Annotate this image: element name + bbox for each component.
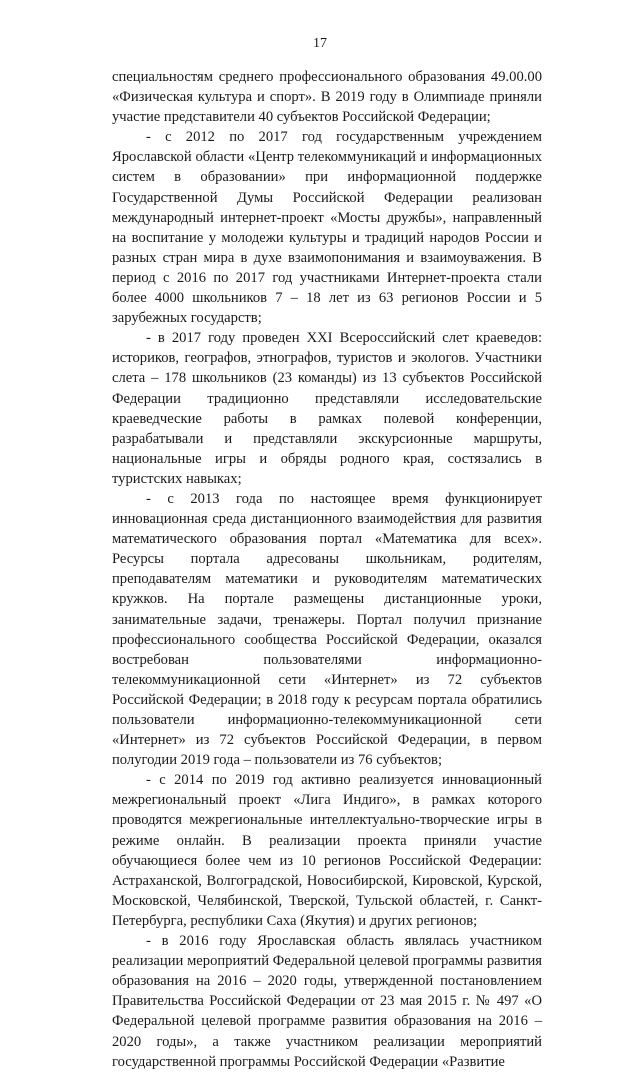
paragraph-bridges-of-friendship: - с 2012 по 2017 год государственным учреждением Ярославской области «Центр телекоммуникаций и информационных систем в образовании» при информационной поддержке Государственной Думы Российской Федерации реализован международный интернет-проект «Мосты дружбы», направленный на воспитание у молодежи культуры и традиций народов России и разных стран мира в духе взаимопонимания и взаимоуважения. В период с 2016 по 2017 год участниками Интернет-проекта стали более 4000 школьников 7 – 18 лет из 63 регионов России и 5 зарубежных государств;: [112, 129, 542, 327]
paragraph-olympiad-summary: специальностям среднего профессионального образования 49.00.00 «Физическая культура и спорт». В 2019 году в Олимпиаде приняли участие представители 40 субъектов Российской Федерации;: [112, 69, 542, 126]
page-number: 17: [313, 36, 327, 51]
paragraph-math-for-all-portal: - с 2013 года по настоящее время функционирует инновационная среда дистанционного взаимодействия для развития математического образования портал «Математика для всех». Ресурсы портала адресованы школьникам, родителям, преподавателям математики и руководителям математических кружков. На портале размещены дистанционные уроки, занимательные задачи, тренажеры. Портал получил признание профессионального сообщества Российской Федерации, оказался востребован пользователями информационно-телекоммуникационной сети «Интернет» из 72 субъектов Российской Федерации; в 2018 году к ресурсам портала обратились пользователи информационно-телекоммуникационной сети «Интернет» из 72 субъектов Российской Федерации, в первом полугодии 2019 года – пользователи из 76 субъектов;: [112, 490, 542, 769]
paragraph-federal-program: - в 2016 году Ярославская область являлась участником реализации мероприятий Федеральной целевой программы развития образования на 2016 – 2020 годы, утвержденной постановлением Правительства Российской Федерации от 23 мая 2015 г. № 497 «О Федеральной целевой программе развития образования на 2016 – 2020 годы», а также участником реализации мероприятий государственной программы Российской Федерации «Развитие: [112, 933, 542, 1070]
document-body: [112, 67, 542, 1072]
paragraph-indigo-league: - с 2014 по 2019 год активно реализуется инновационный межрегиональный проект «Лига Индиго», в рамках которого проводятся межрегиональные интеллектуально-творческие игры в режиме онлайн. В реализации проекта приняли участие обучающиеся более чем из 10 регионов Российской Федерации: Астраханской, Волгоградской, Новосибирской, Кировской, Курской, Московской, Челябинской, Тверской, Тульской областей, г. Санкт-Петербурга, республики Саха (Якутия) и других регионов;: [112, 772, 542, 929]
paragraph-local-historians-rally: - в 2017 году проведен XXI Всероссийский слет краеведов: историков, географов, этнографов, туристов и экологов. Участники слета – 178 школьников (23 команды) из 13 субъектов Российской Федерации традиционно представляли исследовательские краеведческие работы в рамках полевой конференции, разрабатывали и представляли экскурсионные маршруты, национальные игры и обряды родного края, состязались в туристских навыках;: [112, 330, 542, 487]
